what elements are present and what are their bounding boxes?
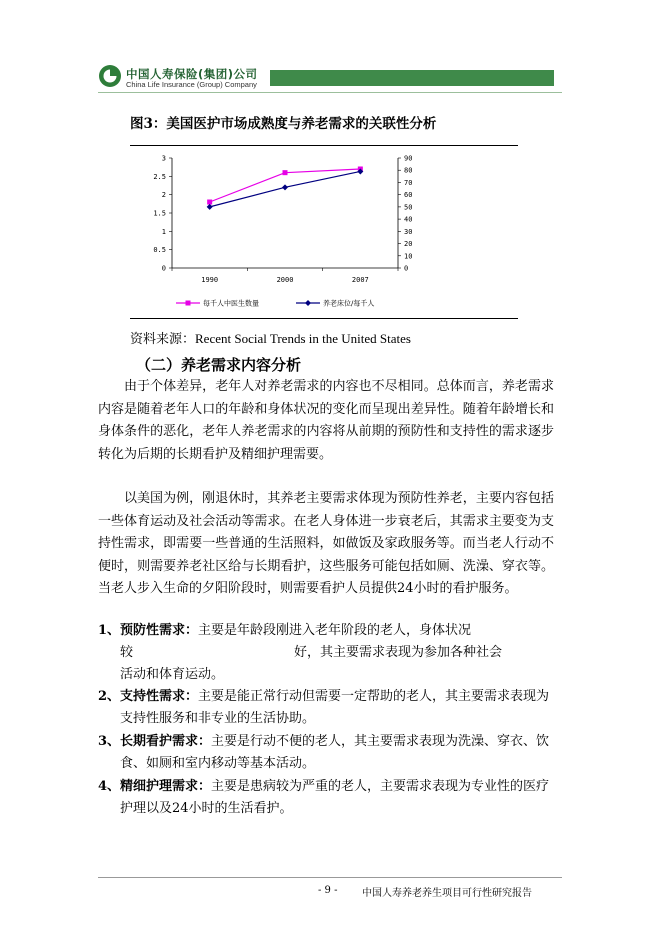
right-tick-label: 70 — [404, 178, 413, 187]
item-number: 4、 — [98, 779, 121, 794]
item-text: 主要是行动不便的老人，其主要需求表现为洗澡、穿衣、饮食、如厕和室内移动等基本活动。 — [120, 734, 550, 771]
right-tick-label: 40 — [404, 215, 413, 224]
item-term: 长期看护需求： — [120, 734, 212, 749]
series-marker — [282, 184, 288, 190]
right-tick-label: 20 — [404, 240, 413, 249]
list-item-3 — [98, 731, 554, 775]
header-divider — [98, 92, 562, 93]
x-tick-label: 2007 — [351, 276, 369, 284]
item-number: 3、 — [98, 734, 121, 749]
company-logo-icon — [98, 64, 122, 88]
item-term: 支持性需求： — [120, 689, 199, 704]
list-item-1 — [98, 620, 554, 686]
item-text: 较 — [120, 645, 134, 660]
company-name-cn: 中国人寿保险(集团)公司 — [126, 67, 258, 81]
paragraph-text: 以美国为例，刚退休时，其养老主要需求体现为预防性养老，主要内容包括一些体育运动及社会活动等需求。在老人身体进一步衰老后，其需求主要变为支持性需求，即需要一些普通的生活照料，如做饭及家政服务等。而当老人行动不便时，则需要养老社区给与长期看护，这些服务可能包括如厕、洗澡、穿衣等。当老人步入生命的夕阳阶段时，则需要看护人员提供24小时的看护服务。 — [98, 491, 554, 596]
left-tick-label: 1.5 — [153, 209, 166, 218]
item-text: 主要是患病较为严重的老人，主要需求表现为专业性的医疗护理以及24小时的生活看护。 — [120, 779, 550, 816]
right-tick-label: 80 — [404, 166, 413, 175]
left-tick-label: 3 — [161, 154, 166, 163]
right-tick-label: 30 — [404, 227, 413, 236]
right-tick-label: 50 — [404, 203, 413, 212]
header-bar — [270, 70, 554, 86]
footer-divider — [98, 877, 562, 878]
right-tick-label: 90 — [404, 154, 413, 163]
page-number: - 9 - — [318, 885, 338, 896]
legend-marker — [305, 300, 311, 306]
source-label: 资料来源： — [130, 332, 196, 347]
item-text: 主要是年龄段刚进入老年阶段的老人，身体状况 — [198, 623, 472, 638]
item-term: 预防性需求： — [120, 623, 199, 638]
left-tick-label: 1 — [161, 227, 166, 236]
list-item-4 — [98, 776, 554, 820]
legend-label: 每千人中医生数量 — [203, 299, 259, 308]
section-title: （二）养老需求内容分析 — [136, 356, 302, 374]
right-tick-label: 0 — [404, 264, 409, 273]
item-text: 活动和体育运动。 — [120, 667, 225, 682]
series-marker — [207, 200, 212, 205]
left-tick-label: 2 — [161, 191, 166, 200]
left-tick-label: 0 — [161, 264, 166, 273]
left-tick-label: 0.5 — [153, 246, 166, 255]
item-text: 主要是能正常行动但需要一定帮助的老人，其主要需求表现为支持性服务和非专业的生活协助。 — [120, 689, 550, 726]
item-term: 精细护理需求： — [120, 779, 212, 794]
figure-top-rule — [130, 145, 518, 146]
item-number: 2、 — [98, 689, 121, 704]
legend-label: 养老床位/每千人 — [323, 299, 375, 308]
right-tick-label: 60 — [404, 191, 413, 200]
series-marker — [283, 170, 288, 175]
company-name-en: China Life Insurance (Group) Company — [126, 80, 257, 89]
figure-source — [130, 328, 411, 347]
body-paragraph-2 — [98, 488, 554, 601]
figure-title: 图3：美国医护市场成熟度与养老需求的关联性分析 — [130, 116, 437, 132]
figure-bottom-rule — [130, 318, 518, 319]
x-tick-label: 2000 — [276, 276, 294, 284]
item-number: 1、 — [98, 623, 121, 638]
paragraph-text: 由于个体差异，老年人对养老需求的内容也不尽相同。总体而言，养老需求内容是随着老年人口的年龄和身体状况的变化而呈现出差异性。随着年龄增长和身体条件的恶化，老年人养老需求的内容将从前期的预防性和支持性的需求逐步转化为后期的长期看护及精细护理需要。 — [98, 379, 554, 462]
footer-title: 中国人寿养老养生项目可行性研究报告 — [362, 888, 532, 899]
line-chart — [128, 148, 428, 318]
body-paragraph-1 — [98, 376, 554, 466]
x-tick-label: 1990 — [201, 276, 219, 284]
list-item-2 — [98, 686, 554, 730]
item-text: 好，其主要需求表现为参加各种社会 — [294, 645, 503, 660]
series-marker — [207, 204, 213, 210]
source-text: Recent Social Trends in the United States — [195, 331, 411, 346]
right-tick-label: 10 — [404, 252, 413, 261]
legend-marker — [186, 301, 191, 306]
left-tick-label: 2.5 — [153, 172, 166, 181]
